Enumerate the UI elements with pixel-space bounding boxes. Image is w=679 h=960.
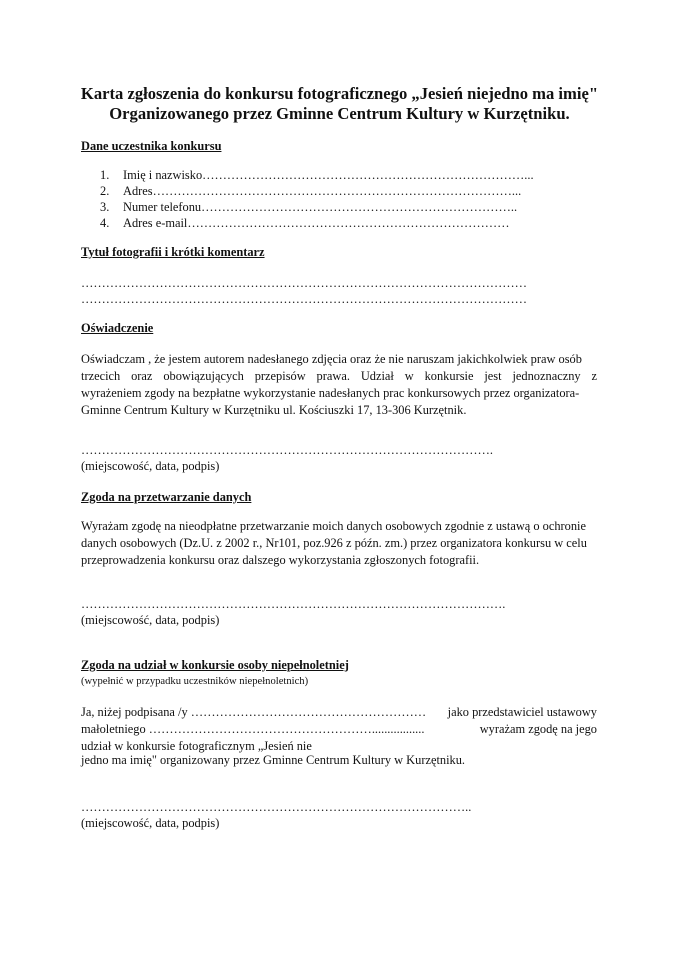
participant-heading: Dane uczestnika konkursu <box>81 139 222 153</box>
list-item: 3. Numer telefonu………………………………………………………………….. <box>100 200 518 214</box>
title-line-2: Organizowanego przez Gminne Centrum Kultury w Kurzętniku. <box>109 104 570 123</box>
minor-consent-signature-label: (miejscowość, data, podpis) <box>81 816 220 830</box>
statement-signature-label: (miejscowość, data, podpis) <box>81 459 220 473</box>
list-item: 2. Adres……………………………………………………………………………... <box>100 184 522 198</box>
photo-title-heading: Tytuł fotografii i krótki komentarz <box>81 245 265 259</box>
minor-consent-line-4: jedno ma imię" organizowany przez Gminne Centrum Kultury w Kurzętniku. <box>81 753 466 767</box>
statement-paragraph: Oświadczam , że jestem autorem nadesłanego zdjęcia oraz że nie naruszam jakichkolwiek praw osób trzecich oraz obowiązujących przepisów prawa. Udział w konkursie jest jednoznaczny z wyrażeniem zgody na bezpłatne wykorzystanie nadesłanych prac konkursowych przez organizatora- Gminne Centrum Kultury w Kurzętniku ul. Kościuszki 17, 13-306 Kurzętnik. <box>81 352 597 417</box>
name-field-line: Imię i nazwisko……………………………………………………………………... <box>123 168 534 182</box>
phone-field-line: Numer telefonu………………………………………………………………….. <box>123 200 518 214</box>
data-consent-paragraph: Wyrażam zgodę na nieodpłatne przetwarzanie moich danych osobowych zgodnie z ustawą o ochronie danych osobowych (Dz.U. z 2002 r., Nr101, poz.926 z późn. zm.) przez organizatora konkursu w celu przeprowadzenia konkursu oraz dalszego wykorzystania zgłoszonych fotografii. <box>81 519 587 567</box>
data-consent-signature-line: …………………………………………………………………………………………. <box>81 597 506 611</box>
minor-consent-line-2: małoletniego ………………………………………………................. wyrażam zgodę na jego <box>81 722 597 736</box>
email-field-line: Adres e-mail…………………………………………………………………… <box>123 216 510 230</box>
data-consent-heading: Zgoda na przetwarzanie danych <box>81 490 252 504</box>
minor-consent-heading: Zgoda na udział w konkursie osoby niepełnoletniej <box>81 658 349 672</box>
title-line-1: Karta zgłoszenia do konkursu fotograficznego „Jesień niejedno ma imię" <box>80 84 599 103</box>
list-item: 1. Imię i nazwisko……………………………………………………………………... <box>100 168 534 182</box>
page-title <box>0 84 679 124</box>
participant-fields-list <box>100 167 534 231</box>
minor-consent-line-1: Ja, niżej podpisana /y ………………………………………………… jako przedstawiciel ustawowy <box>81 705 597 719</box>
minor-consent-note: (wypełnić w przypadku uczestników niepełnoletnich) <box>81 676 309 687</box>
photo-title-line-1: ……………………………………………………………………………………………… <box>81 276 528 290</box>
address-field-line: Adres……………………………………………………………………………... <box>123 184 522 198</box>
data-consent-signature-label: (miejscowość, data, podpis) <box>81 613 220 627</box>
minor-consent-line-3: udział w konkursie fotograficznym „Jesień nie <box>81 739 312 753</box>
statement-signature-line: ………………………………………………………………………………………. <box>81 443 493 457</box>
minor-consent-signature-line: ………………………………………………………………………………….. <box>81 800 472 814</box>
photo-title-line-2: ……………………………………………………………………………………………… <box>81 292 528 306</box>
statement-heading: Oświadczenie <box>81 321 154 335</box>
list-item: 4. Adres e-mail…………………………………………………………………… <box>100 216 510 230</box>
